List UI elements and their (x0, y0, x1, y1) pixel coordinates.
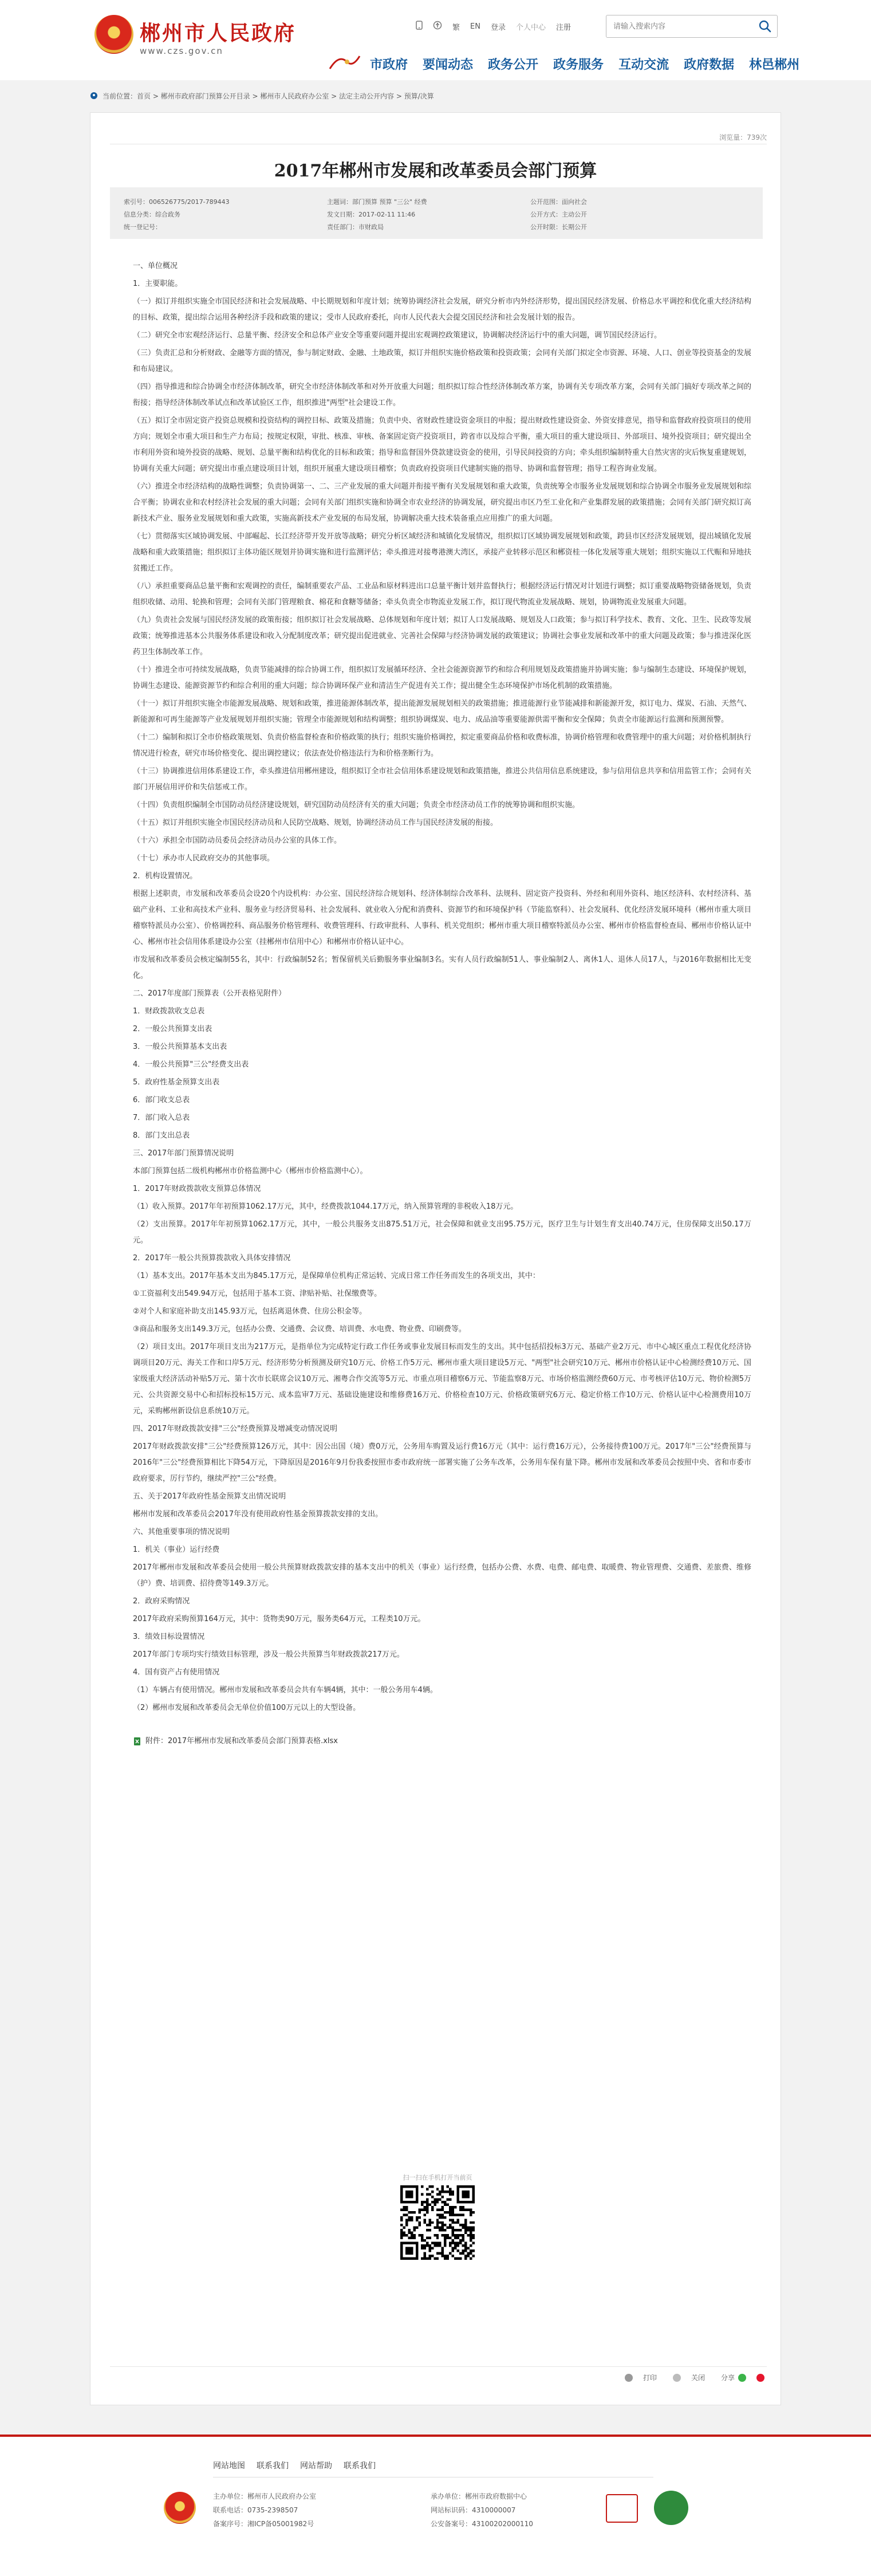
qr-label: 扫一扫在手机打开当前页 (403, 2174, 472, 2181)
article-paragraph: （五）拟订全市固定资产投资总规模和投资结构的调控目标、政策及措施；负责中央、省财政性建设资金项目的申报；提出财政性建设资金、外资安排意见，指导和监督政府投资项目的使用方向；规划全市重大项目和生产力布局；按规定权限，审批、核准、审核、备案固定资产投资项目，跨省市以及综合平衡，重大项目的重大建设项目、外部项目、境外投资项目；研究提出全市利用外资和境外投资的战略、规划、总量平衡和结构优化的目标和政策；指导和监督国外贷款建设资金的使用，引导民间投资的方向；牵头组织编制特重大自然灾害的灾后恢复重建规划，协调有关重大问题；研究提出市重点建设项目计划，组织开展重大建设项目稽察；负责政府投资项目代建制实施的指导、协调和监督管理；指导工程咨询业发展。 (133, 416, 751, 473)
article-paragraph: 六、其他重要事项的情况说明 (133, 1528, 230, 1536)
page-title: 2017年郴州市发展和改革委员会部门预算 (274, 161, 597, 181)
article-paragraph: 1．机关（事业）运行经费 (133, 1545, 220, 1554)
article-paragraph: （十七）承办市人民政府交办的其他事项。 (133, 854, 275, 863)
article-paragraph: 7．部门收入总表 (133, 1114, 190, 1122)
footer-link-contact[interactable]: 联系我们 (257, 2461, 289, 2471)
article-paragraph: 3．绩效目标设置情况 (133, 1633, 205, 1641)
article-paragraph: （十一）拟订并组织实施全市能源发展战略、规划和政策，推进能源体制改革，提出能源发展规划相关的政策措施；推进能源行业节能减排和新能源开发，拟订电力、煤炭、石油、天然气、新能源和可再生能源等产业发展规划并组织实施；管理全市能源规划和结构调整；组织协调煤炭、电力、成品油等重要能源供需平衡和安全保障；负责全市能源运行监测和预测预警。 (133, 699, 751, 724)
article-paragraph: （1）收入预算。2017年年初预算1062.17万元，其中，经费拨款1044.17万元，纳入预算管理的非税收入18万元。 (133, 1202, 518, 1211)
print-icon (625, 2374, 633, 2382)
article-paragraph: 6．部门收支总表 (133, 1096, 190, 1104)
login-link[interactable]: 登录 (490, 23, 506, 32)
meta-category: 信息分类：综合政务 (124, 211, 180, 218)
nav-decoration-icon (328, 52, 362, 72)
article-paragraph: 2．2017年一般公共预算拨款收入具体安排情况 (133, 1254, 291, 1263)
article-paragraph: （2）郴州市发展和改革委员会无单位价值100万元以上的大型设备。 (133, 1704, 361, 1712)
meta-method: 公开方式：主动公开 (530, 211, 587, 218)
article-paragraph: （九）负责社会发展与国民经济发展的政策衔接；组织拟订社会发展战略、总体规划和年度计划；拟订人口发展战略、规划及人口政策；参与拟订科学技术、教育、文化、卫生、民政等发展政策；统筹推进基本公共服务体系建设和收入分配制度改革；研究提出促进就业、完善社会保障与经济协调发展的政策建议；协调社会事业发展和改革中的重大问题及政策；参与推进深化医药卫生体制改革工作。 (133, 616, 751, 656)
footer-phone: 联系电话：0735-2398507 (213, 2506, 298, 2514)
article-paragraph: 二、2017年度部门预算表（公开表格见附件） (133, 989, 286, 998)
view-count: 浏览量：739次 (719, 133, 767, 141)
article-paragraph: （十五）拟订并组织实施全市国民经济动员和人民防空战略、规划，协调经济动员工作与国民经济发展的衔接。 (133, 819, 498, 827)
weibo-icon[interactable] (756, 2374, 764, 2382)
article-card (90, 112, 781, 2405)
footer-police[interactable]: 公安备案号：43100202000110 (431, 2520, 533, 2528)
article-paragraph: （一）拟订并组织实施全市国民经济和社会发展战略、中长期规划和年度计划；统筹协调经济社会发展，研究分析市内外经济形势，提出国民经济发展、价格总水平调控和优化重大经济结构的目标、政策，提出综合运用各种经济手段和政策的建议；受市人民政府委托，向市人民代表大会提交国民经济和社会发展计划的报告。 (133, 297, 751, 322)
meta-period: 公开时限：长期公开 (530, 223, 587, 231)
print-button[interactable] (617, 2373, 657, 2382)
qr-code-icon (400, 2185, 475, 2260)
error-report-icon[interactable] (606, 2494, 638, 2523)
article-paragraph: （十二）编制和拟订全市价格政策规划、负责价格监督检查和价格政策的执行；组织实施价格调控，拟定重要商品价格和收费标准，协调价格管理和收费管理中的重大问题；对价格机制执行情况进行检查，研究市场价格变化、提出调控建议；依法查处价格违法行为和价格垄断行为。 (133, 733, 751, 758)
main-nav (370, 55, 814, 73)
search-box (606, 15, 778, 38)
search-input[interactable] (606, 15, 744, 37)
footer-icp[interactable]: 备案序号：湘ICP备05001982号 (213, 2520, 314, 2528)
footer-link-contact-2[interactable]: 联系我们 (344, 2461, 376, 2471)
article-paragraph: （2）支出预算。2017年年初预算1062.17万元，其中，一般公共服务支出875.51万元，社会保障和就业支出95.75万元，医疗卫生与计划生育支出40.74万元，住房保障支出50.17万元。 (133, 1220, 751, 1245)
national-emblem-icon (94, 15, 133, 54)
nav-item-linyi-chenzhou[interactable]: 林邑郴州 (749, 58, 800, 72)
meta-index: 索引号：006526775/2017-789443 (124, 198, 230, 206)
nav-item-interaction[interactable]: 互动交流 (618, 58, 669, 72)
article-paragraph: （三）负责汇总和分析财政、金融等方面的情况，参与制定财政、金融、土地政策，拟订并组织实施价格政策和投资政策；会同有关部门拟定全市资源、环境、人口、创业等投资基金的发展和布局建议。 (133, 349, 751, 373)
meta-department: 责任部门：市财政局 (327, 223, 384, 231)
article-paragraph: （2）项目支出。2017年项目支出为217万元，是指单位为完成特定行政工作任务或事业发展目标而发生的支出。其中包括招投标3万元、基础产业2万元、市中心城区重点工程优化经济协调项目20万元、海关工作和口岸5万元、经济形势分析预测及研究10万元、价格工作5万元、郴州市重大项目建设5万元、"两型"社会研究10万元、郴州市价格认证中心检测经费10万元、国家级重大经济活动补贴5万元、第十次市长联席会议10万元、湘粤合作交流等5万元、市重点项目稽察6万元、节能监察8万元、市场价格监测经费60万元、市考核评估10万元、物价检测5万元、公共资源交易中心和招标投标15万元、成本监审7万元、基础设施建设和维修费16万元、价格检查10万元、价格政策研究6万元、稳定价格工作10万元、价格认证中心检测费用10万元，采购郴州新设信息系统10万元。 (133, 1343, 751, 1415)
article-paragraph: 2．一般公共预算支出表 (133, 1025, 212, 1033)
article-paragraph: 四、2017年财政拨款安排"三公"经费预算及增减变动情况说明 (133, 1425, 338, 1433)
footer-host: 主办单位：郴州市人民政府办公室 (213, 2492, 317, 2500)
article-paragraph: 8．部门支出总表 (133, 1131, 190, 1140)
article-paragraph: 根据上述职责，市发展和改革委员会设20个内设机构：办公室、国民经济综合规划科、经济体制综合改革科、法规科、固定资产投资科、外经和利用外资科、地区经济科、农村经济科、基础产业科、工业和高技术产业科、服务业与经济贸易科、社会发展科、就业收入分配和消费科、资源节约和环境保护科（节能监察科）、社会发展科、优化经济发展环境科（郴州市重大项目稽察特派员办公室）、价格调控科、商品服务价格管理科、收费管理科、行政审批科、人事科、机关党组织；郴州市重大项目稽察特派员办公室、郴州市价格监督检查局、郴州市价格认证中心、郴州市社会信用体系建设办公室（挂郴州市信用中心）和郴州市价格认证中心。 (133, 890, 751, 946)
footer-link-help[interactable]: 网站帮助 (300, 2461, 332, 2471)
accessibility-badge-icon[interactable] (654, 2491, 688, 2525)
article-paragraph: （八）承担重要商品总量平衡和宏观调控的责任，编制重要农产品、工业品和原材料进出口总量平衡计划并监督执行；根据经济运行情况对计划进行调整；拟订重要战略物资储备规划，负责组织收储、动用、轮换和管理；会同有关部门管理粮食、棉花和食糖等储备；牵头负责全市物流业发展工作，拟订现代物流业发展战略、规划，协调物流业发展重大问题。 (133, 582, 751, 607)
article-paragraph: （十）推进全市可持续发展战略，负责节能减排的综合协调工作，组织拟订发展循环经济、全社会能源资源节约和综合利用规划及政策措施并协调实施；参与编制生态建设、环境保护规划，协调生态建设、能源资源节约和综合利用的重大问题；综合协调环保产业和清洁生产促进有关工作；提出健全生态环境保护市场化机制的政策措施。 (133, 666, 751, 690)
article-toolbar (110, 2366, 767, 2382)
meta-date: 发文日期：2017-02-11 11:46 (327, 211, 416, 218)
attachment-label[interactable]: 附件：2017年郴州市发展和改革委员会部门预算表格.xlsx (145, 1737, 338, 1745)
print-label: 打印 (643, 2374, 657, 2382)
site-title[interactable]: 郴州市人民政府 (140, 21, 297, 45)
close-icon (673, 2374, 681, 2382)
share-label: 分享 (720, 2374, 735, 2382)
meta-keywords: 主题词：部门预算 预算 "三公" 经费 (327, 198, 427, 206)
nav-item-news[interactable]: 要闻动态 (423, 58, 474, 72)
meta-registration: 统一登记号： (124, 223, 161, 231)
article-paragraph: 3．一般公共预算基本支出表 (133, 1043, 227, 1051)
site-header (0, 0, 871, 80)
article-paragraph: 本部门预算包括二级机构郴州市价格监测中心（郴州市价格监测中心）。 (133, 1167, 368, 1175)
article-paragraph: （二）研究全市宏观经济运行、总量平衡、经济安全和总体产业安全等重要问题并提出宏观调控政策建议，协调解决经济运行中的重大问题，调节国民经济运行。 (133, 331, 662, 340)
article-paragraph: （七）贯彻落实区域协调发展、中部崛起、长江经济带开发开放等战略；研究分析区域经济和城镇化发展情况，组织拟订区域协调发展规划和政策，跨县市区经济发展规划，提出城镇化发展战略和重大政策措施；组织拟订主体功能区规划并协调实施和进行监测评估；牵头推进对接粤港澳大湾区，承接产业转移示范区和郴资桂一体化发展等重大规划；组织实施以工代赈和异地扶贫搬迁工作。 (133, 532, 751, 573)
article-body (133, 258, 751, 1749)
article-paragraph: （1）车辆占有使用情况。郴州市发展和改革委员会共有车辆4辆，其中：一般公务用车4辆。 (133, 1686, 438, 1694)
site-url: www.czs.gov.cn (140, 46, 223, 56)
nav-item-open-government[interactable]: 政务公开 (488, 58, 539, 72)
footer-site-code: 网站标识码：4310000007 (431, 2506, 516, 2514)
article-paragraph: 2017年政府采购预算164万元，其中：货物类90万元，服务类64万元，工程类10万元。 (133, 1615, 425, 1623)
qr-section (391, 2173, 484, 2260)
article-paragraph: 2．政府采购情况 (133, 1597, 190, 1606)
article-paragraph: 三、2017年部门预算情况说明 (133, 1149, 234, 1158)
article-paragraph: 4．国有资产占有使用情况 (133, 1668, 220, 1677)
article-paragraph: ①工资福利支出549.94万元，包括用于基本工资、津贴补贴、社保缴费等。 (133, 1289, 382, 1298)
party-emblem-icon[interactable] (164, 2492, 196, 2524)
share-button[interactable] (713, 2373, 767, 2382)
traditional-chinese-link[interactable]: 繁 (452, 23, 460, 32)
accessibility-icon[interactable] (433, 21, 442, 32)
breadcrumb (90, 86, 781, 105)
user-center-link[interactable]: 个人中心 (515, 23, 546, 32)
footer-info (213, 2490, 648, 2531)
document-meta (110, 187, 763, 239)
article-paragraph: 1．主要职能。 (133, 280, 183, 288)
article-paragraph: （十六）承担全市国防动员委员会经济动员办公室的具体工作。 (133, 836, 342, 845)
breadcrumb-text[interactable]: 当前位置：首页 > 郴州市政府部门预算公开目录 > 郴州市人民政府办公室 > 法定主动公开内容 > 预算/决算 (103, 92, 434, 100)
footer-links (213, 2460, 387, 2471)
article-paragraph: 五、关于2017年政府性基金预算支出情况说明 (133, 1492, 286, 1501)
article-paragraph: 一、单位概况 (133, 262, 178, 270)
article-paragraph: 2017年郴州市发展和改革委员会使用一般公共预算财政拨款安排的基本支出中的机关（事业）运行经费，包括办公费、水费、电费、邮电费、取暖费、物业管理费、交通费、差旅费、维修（护）费、培训费、招待费等149.3万元。 (133, 1563, 751, 1588)
article-paragraph: 2017年财政拨款安排"三公"经费预算126万元，其中：因公出国（境）费0万元，公务用车购置及运行费16万元（其中：运行费16万元），公务接待费100万元。2017年"三公"经费预算与2016年"三公"经费预算相比下降54万元，下降原因是2016年9月份我委按照市委市政府统一部署实施了公务车改革，公务用车保有量下降。郴州市发展和改革委员会按照中央、省和市委市政府要求，厉行节约，继续严控"三公"经费。 (133, 1442, 751, 1483)
article-paragraph: 1．2017年财政拨款收支预算总体情况 (133, 1185, 261, 1193)
article-paragraph: 2017年部门专项均实行绩效目标管理，涉及一般公共预算当年财政拨款217万元。 (133, 1650, 404, 1659)
close-label: 关闭 (691, 2374, 705, 2382)
wechat-icon[interactable] (738, 2374, 746, 2382)
article-paragraph: 市发展和改革委员会核定编制55名，其中：行政编制52名；暂保留机关后勤服务事业编制3名。实有人员行政编制51人、事业编制2人、离休1人、退休人员17人，与2016年数据相比无变化。 (133, 955, 751, 980)
nav-item-services[interactable]: 政务服务 (553, 58, 604, 72)
attachment-link[interactable] (133, 1733, 751, 1749)
close-button[interactable] (665, 2373, 705, 2382)
mobile-icon[interactable] (416, 21, 423, 32)
article-paragraph: 2．机构设置情况。 (133, 872, 198, 880)
top-toolbar (416, 21, 581, 32)
location-icon (90, 92, 98, 100)
article-paragraph: （六）推进全市经济结构的战略性调整；负责协调第一、二、三产业发展的重大问题并衔接平衡有关发展规划和重大政策，负责统筹全市服务业发展规划和综合协调全市服务业发展规划和综合平衡；协调农业和农村经济社会发展的重大问题；会同有关部门组织实施和协调全市农业经济的协调发展，研究提出市区乃至工业化和产业集群发展的政策措施；会同有关部门研究拟订高新技术产业、服务业发展规划和重大政策，实施高新技术产业发展的布局发展，协调解决重大技术装备重点应用推广的重大问题。 (133, 482, 751, 523)
nav-item-data[interactable]: 政府数据 (684, 58, 735, 72)
article-paragraph: 郴州市发展和改革委员会2017年没有使用政府性基金预算拨款安排的支出。 (133, 1510, 383, 1519)
article-paragraph: 5．政府性基金预算支出表 (133, 1078, 220, 1087)
footer-operator: 承办单位：郴州市政府数据中心 (431, 2492, 527, 2500)
article-paragraph: 4．一般公共预算"三公"经费支出表 (133, 1060, 249, 1069)
register-link[interactable]: 注册 (556, 23, 572, 32)
article-paragraph: 1．财政拨款收支总表 (133, 1007, 205, 1016)
nav-item-government[interactable]: 市政府 (370, 58, 408, 72)
search-icon[interactable] (759, 20, 771, 33)
footer-link-sitemap[interactable]: 网站地图 (213, 2461, 245, 2471)
article-paragraph: ②对个人和家庭补助支出145.93万元，包括离退休费、住房公积金等。 (133, 1307, 367, 1316)
site-footer (0, 2435, 871, 2576)
article-paragraph: ③商品和服务支出149.3万元，包括办公费、交通费、会议费、培训费、水电费、物业费、印刷费等。 (133, 1325, 466, 1334)
article-paragraph: （四）指导推进和综合协调全市经济体制改革，研究全市经济体制改革和对外开放重大问题；组织拟订综合性经济体制改革方案，协调有关专项改革方案，会同有关部门搞好专项改革之间的衔接；指导经济体制改革试点和改革试验区工作，组织推进"两型"社会建设工作。 (133, 383, 751, 407)
attachment-icon (133, 1737, 142, 1746)
article-paragraph: （十四）负责组织编制全市国防动员经济建设规划，研究国防动员经济有关的重大问题；负责全市经济动员工作的统筹协调和组织实施。 (133, 801, 580, 809)
meta-scope: 公开范围：面向社会 (530, 198, 587, 206)
english-link[interactable]: EN (470, 22, 480, 31)
article-paragraph: （1）基本支出。2017年基本支出为845.17万元，是保障单位机构正常运转、完成日常工作任务而发生的各项支出，其中： (133, 1272, 540, 1280)
article-paragraph: （十三）协调推进信用体系建设工作，牵头推进信用郴州建设，组织拟订全市社会信用体系建设规划和政策措施，推进公共信用信息系统建设，参与信用信息共享和信用监管工作；会同有关部门开展信用评价和失信惩戒工作。 (133, 767, 751, 792)
